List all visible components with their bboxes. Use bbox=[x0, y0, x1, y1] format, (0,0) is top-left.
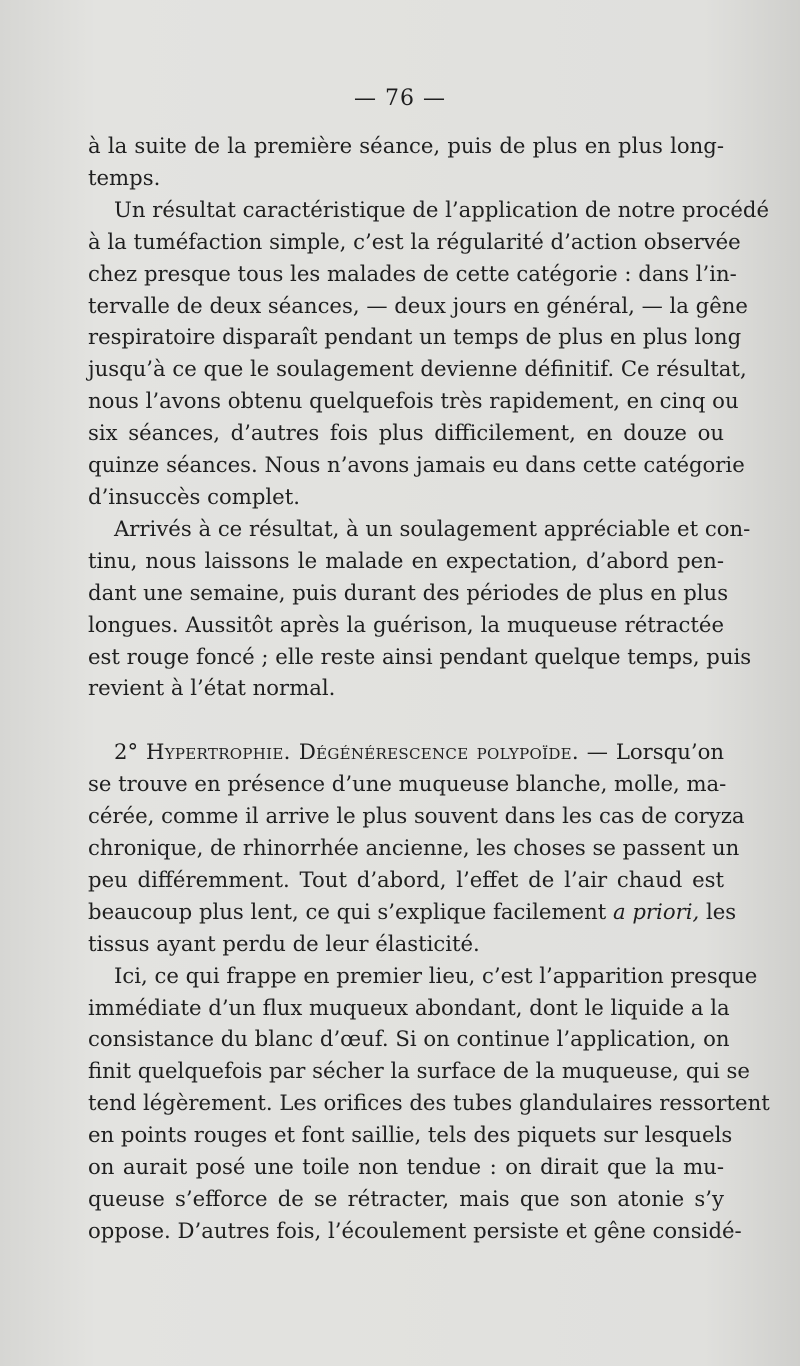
text-line: finit quelquefois par sécher la surface de la muqueuse, qui se bbox=[88, 1058, 750, 1084]
text-line: se trouve en présence d’une muqueuse blanche, molle, ma- bbox=[88, 771, 727, 797]
text-line: chez presque tous les malades de cette catégorie : dans l’in- bbox=[88, 260, 737, 286]
text-line: revient à l’état normal. bbox=[88, 675, 336, 701]
text-line: Arrivés à ce résultat, à un soulagement appréciable et con- bbox=[114, 515, 751, 541]
section-hypertrophie bbox=[88, 736, 745, 959]
text-line: d’insuccès complet. bbox=[88, 483, 300, 509]
text-line: peu différemment. Tout d’abord, l’effet de l’air chaud est bbox=[88, 866, 724, 892]
text-line: longues. Aussitôt après la guérison, la muqueuse rétractée bbox=[88, 611, 724, 637]
section-heading-line bbox=[88, 736, 724, 768]
text-line-italic bbox=[88, 896, 737, 928]
text-line: consistance du blanc d’œuf. Si on continue l’application, on bbox=[88, 1026, 730, 1052]
text-line: on aurait posé une toile non tendue : on dirait que la mu- bbox=[88, 1154, 724, 1180]
text-line: six séances, d’autres fois plus difficilement, en douze ou bbox=[88, 420, 724, 446]
text-line: queuse s’efforce de se rétracter, mais que son atonie s’y bbox=[88, 1186, 724, 1211]
text-line: en points rouges et font saillie, tels des piquets sur lesquels bbox=[88, 1122, 733, 1148]
text-line: temps. bbox=[88, 164, 161, 190]
text-line: tinu, nous laissons le malade en expectation, d’abord pen- bbox=[88, 547, 724, 573]
text-line: tissus ayant perdu de leur élasticité. bbox=[88, 930, 480, 956]
section-spacer bbox=[88, 704, 724, 736]
text-line: dant une semaine, puis durant des périodes de plus en plus bbox=[88, 579, 729, 605]
text-line: tend légèrement. Les orifices des tubes glandulaires ressortent bbox=[88, 1090, 770, 1116]
text-line: à la suite de la première séance, puis de plus en plus long- bbox=[88, 133, 724, 158]
section-heading-after: — Lorsqu’on bbox=[578, 739, 724, 765]
text-segment: les bbox=[699, 898, 737, 924]
text-line: jusqu’à ce que le soulagement devienne définitif. Ce résultat, bbox=[88, 356, 747, 382]
text-line: à la tuméfaction simple, c’est la régularité d’action observée bbox=[88, 228, 741, 254]
section-number: 2° bbox=[114, 739, 139, 765]
page-number: — 76 — bbox=[354, 86, 446, 111]
text-line: Un résultat caractéristique de l’application de notre procédé bbox=[114, 196, 770, 222]
page-body bbox=[88, 130, 770, 1247]
italic-phrase: a priori, bbox=[613, 898, 700, 924]
text-line: respiratoire disparaît pendant un temps de plus en plus long bbox=[88, 324, 742, 350]
paragraph-3 bbox=[88, 513, 752, 704]
text-line: quinze séances. Nous n’avons jamais eu dans cette catégorie bbox=[88, 452, 745, 478]
paragraph-5 bbox=[88, 960, 770, 1247]
text-line: cérée, comme il arrive le plus souvent dans les cas de coryza bbox=[88, 803, 745, 829]
text-line: immédiate d’un flux muqueux abondant, dont le liquide a la bbox=[88, 994, 730, 1020]
text-line: nous l’avons obtenu quelquefois très rapidement, en cinq ou bbox=[88, 388, 739, 414]
section-heading: Hypertrophie. Dégénérescence polypoïde. bbox=[145, 739, 579, 765]
text-line: Ici, ce qui frappe en premier lieu, c’est l’apparition presque bbox=[114, 962, 758, 988]
text-line: chronique, de rhinorrhée ancienne, les choses se passent un bbox=[88, 835, 740, 861]
text-line: est rouge foncé ; elle reste ainsi pendant quelque temps, puis bbox=[88, 643, 752, 669]
paragraph-2 bbox=[88, 194, 770, 513]
paragraph-1 bbox=[88, 130, 724, 194]
text-line: oppose. D’autres fois, l’écoulement persiste et gêne considé- bbox=[88, 1217, 742, 1243]
text-segment: beaucoup plus lent, ce qui s’explique facilement bbox=[88, 898, 613, 924]
text-line: tervalle de deux séances, — deux jours en général, — la gêne bbox=[88, 292, 748, 318]
